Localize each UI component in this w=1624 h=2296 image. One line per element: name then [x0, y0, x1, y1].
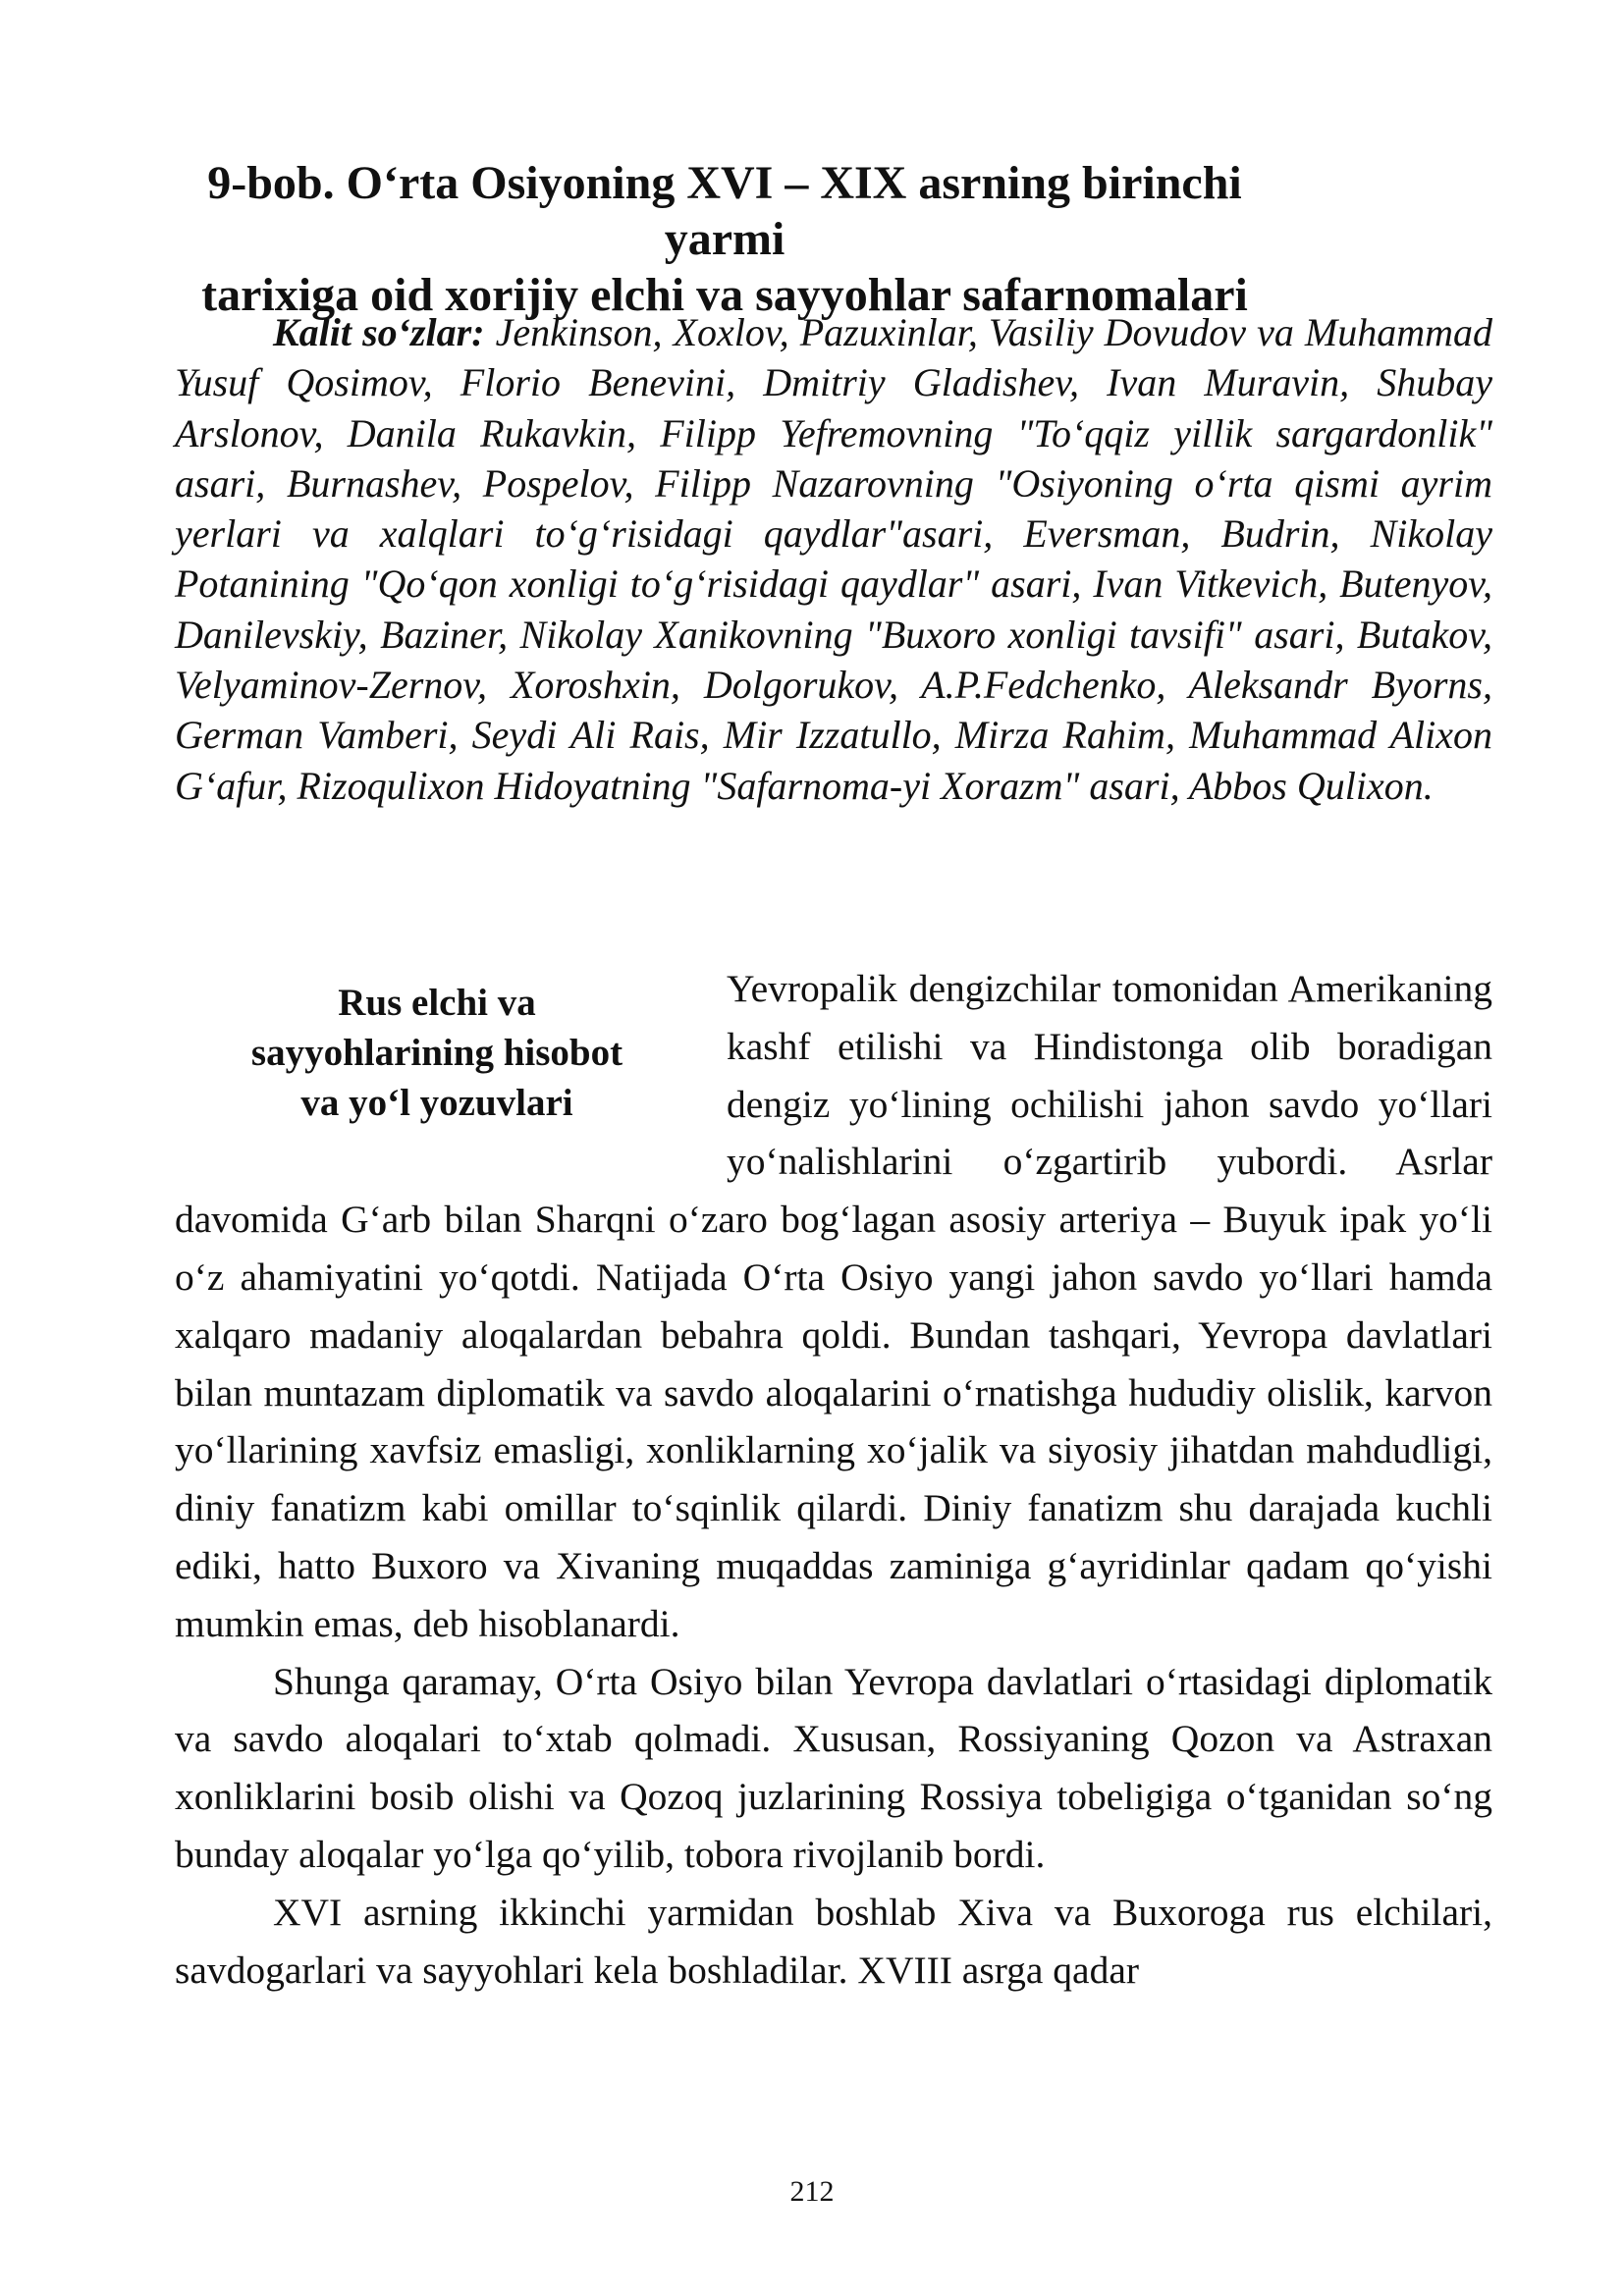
page-number: 212 — [789, 2175, 835, 2208]
section-heading-line-3: va yo‘l yozuvlari — [300, 1082, 573, 1124]
chapter-title — [175, 155, 1274, 323]
chapter-title-line-2: tarixiga oid xorijiy elchi va sayyohlar safarnomalari — [201, 269, 1248, 321]
chapter-title-line-1: 9-bob. O‘rta Osiyoning XVI – XIX asrning birinchi yarmi — [207, 157, 1242, 265]
paragraph-2: Shunga qaramay, O‘rta Osiyo bilan Yevropa davlatlari o‘rtasidagi diplomatik va savdo aloqalari to‘xtab qolmadi. Xususan, Rossiyaning Qozon va Astraxan xonliklarini bosib olishi va Qozoq juzlarining Rossiya tobeligiga o‘tganidan so‘ng bunday aloqalar yo‘lga qo‘yilib, tobora rivojlanib bordi. — [175, 1659, 1492, 1876]
section-heading-line-1: Rus elchi va — [338, 982, 536, 1024]
body-text — [175, 960, 1492, 1999]
keywords-text: Jenkinson, Xoxlov, Pazuxinlar, Vasiliy Dovudov va Muhammad Yusuf Qosimov, Florio Benevini, Dmitriy Gladishev, Ivan Muravin, Shubay Arslonov, Danila Rukavkin, Filipp Yefremovning "To‘qqiz yillik sargardonlik" asari, Burnashev, Pospelov, Filipp Nazarovning "Osiyoning o‘rta qismi ayrim yerlari va xalqlari to‘g‘risidagi qaydlar"asari, Eversman, Budrin, Nikolay Potanining "Qo‘qon xonligi to‘g‘risidagi qaydlar" asari, Ivan Vitkevich, Butenyov, Danilevskiy, Baziner, Nikolay Xanikovning "Buxoro xonligi tavsifi" asari, Butakov, Velyaminov-Zernov, Xoroshxin, Dolgorukov, A.P.Fedchenko, Aleksandr Byorns, German Vamberi, Seydi Ali Rais, Mir Izzatullo, Mirza Rahim, Muhammad Alixon G‘afur, Rizoqulixon Hidoyatning "Safarnoma-yi Xorazm" asari, Abbos Qulixon. — [175, 310, 1492, 808]
keywords-paragraph — [175, 307, 1492, 811]
keywords-label: Kalit so‘zlar: — [273, 310, 485, 354]
heading-wrap-space — [175, 960, 727, 1186]
paragraph-3: XVI asrning ikkinchi yarmidan boshlab Xiva va Buxoroga rus elchilari, savdogarlari va sayyohlari kela boshladilar. XVIII asrga qadar — [175, 1890, 1492, 1992]
paragraph-1: Yevropalik dengizchilar tomonidan Amerikaning kashf etilishi va Hindistonga olib boradigan dengiz yo‘lining ochilishi jahon savdo yo‘llari yo‘nalishlarini o‘zgartirib yubordi. Asrlar davomida G‘arb bilan Sharqni o‘zaro bog‘lagan asosiy arteriya – Buyuk ipak yo‘li o‘z ahamiyatini yo‘qotdi. Natijada O‘rta Osiyo yangi jahon savdo yo‘llari hamda xalqaro madaniy aloqalardan bebahra qoldi. Bundan tashqari, Yevropa davlatlari bilan muntazam diplomatik va savdo aloqalarini o‘rnatishga hududiy olislik, karvon yo‘llarining xavfsiz emasligi, xonliklarning xo‘jalik va siyosiy jihatdan mahdudligi, diniy fanatizm kabi omillar to‘sqinlik qilardi. Diniy fanatizm shu darajada kuchli ediki, hatto Buxoro va Xivaning muqaddas zaminiga g‘ayridinlar qadam qo‘yishi mumkin emas, deb hisoblanardi. — [175, 967, 1492, 1645]
section-heading-line-2: sayyohlarining hisobot — [250, 1032, 623, 1074]
